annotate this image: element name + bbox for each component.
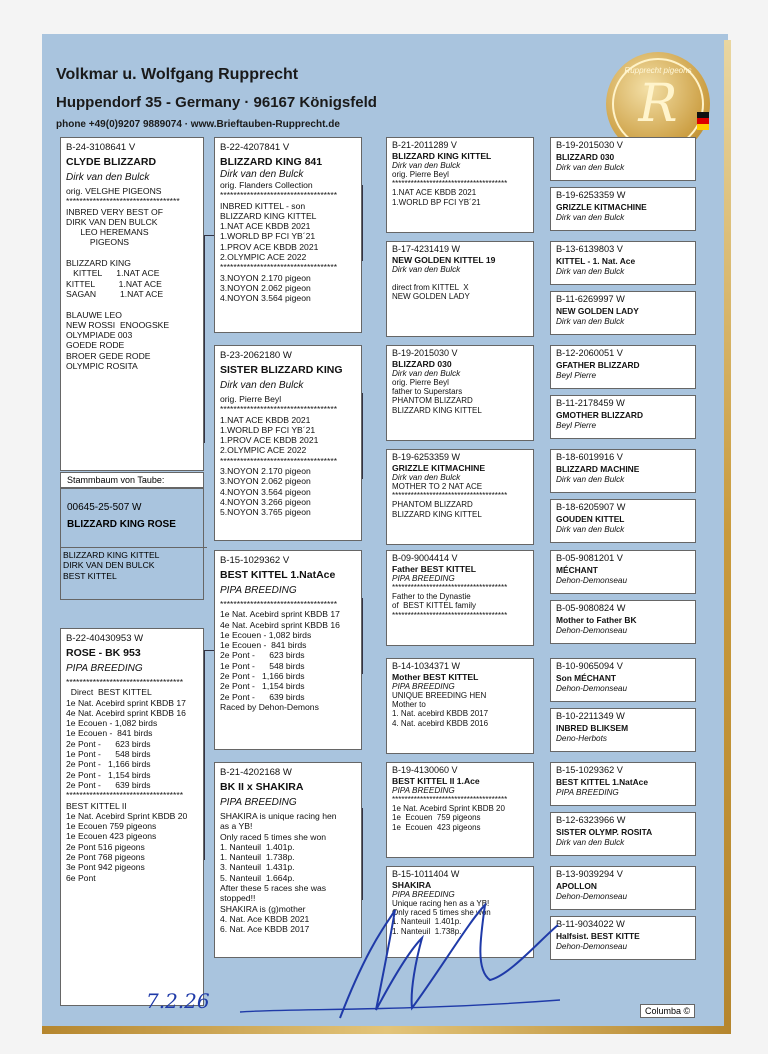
great-great-grandparent-box <box>550 762 696 806</box>
note-line: After these 5 races she was <box>220 883 327 894</box>
gp2-notes <box>220 394 356 518</box>
ggp-name: BEST KITTEL II 1.Ace <box>392 776 480 786</box>
note-line: *********************************** <box>220 262 338 273</box>
note-line: BROER GEDE RODE <box>66 350 151 361</box>
connector-line <box>204 235 205 443</box>
note-line: INBRED VERY BEST OF <box>66 206 163 217</box>
ggp-ring: B-09-9004414 V <box>392 553 458 563</box>
ggp-note-line: 1e Ecouen 759 pigeons <box>392 813 481 823</box>
mother-breeder: PIPA BREEDING <box>66 663 143 674</box>
ggp-ring: B-14-1034371 W <box>392 661 461 671</box>
gp1-name: BLIZZARD KING 841 <box>220 156 323 168</box>
great-great-grandparent-box <box>550 658 696 702</box>
ggp-note-line: UNIQUE BREEDING HEN <box>392 691 487 700</box>
ggp-note-line: NEW GOLDEN LADY <box>392 292 470 302</box>
great-great-grandparent-box <box>550 916 696 960</box>
breeder-name: Volkmar u. Wolfgang Rupprecht <box>56 66 299 83</box>
gggp-ring: B-12-2060051 V <box>556 348 623 358</box>
note-line: 2e Pont 516 pigeons <box>66 841 145 852</box>
gggp-name: Mother to Father BK <box>556 615 637 625</box>
note-line: SHAKIRA is unique racing hen <box>220 811 337 821</box>
note-line: 3. Nanteuil 1.431p. <box>220 862 295 873</box>
gggp-name: GOUDEN KITTEL <box>556 514 625 524</box>
gggp-name: BEST KITTEL 1.NatAce <box>556 777 648 787</box>
handwritten-signature <box>140 880 560 1030</box>
note-line: 2e Pont - 1,154 birds <box>220 681 305 692</box>
great-great-grandparent-box <box>550 187 696 231</box>
gp1-breeder: Dirk van den Bulck <box>220 169 304 180</box>
great-grandparent-box <box>386 345 534 441</box>
note-line: 1. Nanteuil 1.401p. <box>220 841 295 852</box>
gggp-ring: B-12-6323966 W <box>556 815 626 825</box>
subject-box <box>60 488 204 600</box>
ggp-ring: B-15-1011404 W <box>392 869 460 879</box>
ggp-breeder: Dirk van den Bulck <box>392 161 461 170</box>
connector-line <box>362 598 363 674</box>
ggp-note-line: ************************************* <box>392 491 508 501</box>
note-line: *********************************** <box>220 404 338 415</box>
note-line: 1e Nat. Acebird sprint KBDB 17 <box>66 697 186 708</box>
gp2-ring: B-23-2062180 W <box>220 350 292 361</box>
great-great-grandparent-box <box>550 449 696 493</box>
gggp-name: GRIZZLE KITMACHINE <box>556 202 647 212</box>
connector-line <box>362 185 363 261</box>
gggp-ring: B-13-6139803 V <box>556 244 623 254</box>
breeder-contact: phone +49(0)9207 9889074 · www.Brieftauben-Rupprecht.de <box>56 119 340 130</box>
note-line: 4e Nat. Acebird sprint KBDB 16 <box>220 619 340 630</box>
subject-ring: 00645-25-507 W <box>67 502 142 513</box>
father-notes <box>66 186 198 371</box>
ggp-breeder: PIPA BREEDING <box>392 574 455 583</box>
note-line: 6. Nat. Ace KBDB 2017 <box>220 924 310 935</box>
note-line: BLAUWE LEO <box>66 309 122 320</box>
ggp-note-line: 1.WORLD BP FCI YB´21 <box>392 197 481 207</box>
subject-notes <box>61 547 207 581</box>
note-line: *********************************** <box>220 190 338 201</box>
ggp-note-line: ************************************* <box>392 610 508 620</box>
note-line: NEW ROSSI ENOOGSKE <box>66 319 170 330</box>
note-line: 1.NAT ACE KBDB 2021 <box>220 221 311 232</box>
gggp-ring: B-05-9080824 W <box>556 603 626 613</box>
note-line: 1e Ecouen 759 pigeons <box>66 821 157 832</box>
note-line: Direct BEST KITTEL <box>66 687 152 698</box>
grandparent-box <box>214 137 362 333</box>
ggp-ring: B-21-2011289 V <box>392 140 457 150</box>
note-line: 1.NAT ACE KBDB 2021 <box>220 414 311 425</box>
gggp-breeder: Dehon-Demonseau <box>556 576 628 585</box>
note-line: Raced by Dehon-Demons <box>220 701 319 712</box>
mother-name: ROSE - BK 953 <box>66 647 141 659</box>
great-great-grandparent-box <box>550 345 696 389</box>
gp4-name: BK II x SHAKIRA <box>220 781 304 793</box>
ggp-breeder: Dirk van den Bulck <box>392 369 461 378</box>
gp3-notes <box>220 599 356 712</box>
note-line: BLIZZARD KING KITTEL <box>220 210 317 221</box>
grandparent-box <box>214 550 362 750</box>
gggp-breeder: Dirk van den Bulck <box>556 267 625 276</box>
connector-line <box>204 650 214 651</box>
note-line: 3.NOYON 2.062 pigeon <box>220 476 311 487</box>
note-line: 3e Pont 942 pigeons <box>66 862 145 873</box>
note-line: 2e Pont - 1,154 birds <box>66 769 151 780</box>
columba-credit: Columba © <box>640 1004 695 1018</box>
gggp-ring: B-19-6253359 W <box>556 190 626 200</box>
breeder-address: Huppendorf 35 - Germany · 96167 Königsfeld <box>56 94 377 111</box>
note-line: 2e Pont - 639 birds <box>66 779 151 790</box>
gp2-breeder: Dirk van den Bulck <box>220 380 304 391</box>
ggp-breeder: Dirk van den Bulck <box>392 473 461 482</box>
note-line: 4.NOYON 3.564 pigeon <box>220 293 311 304</box>
logo-text: Rupprecht pigeons <box>624 66 692 75</box>
ggp-note-line: Mother to <box>392 700 426 710</box>
gggp-breeder: Dirk van den Bulck <box>556 317 625 326</box>
ggp-note-line: Father to the Dynastie <box>392 592 471 602</box>
note-line: DIRK VAN DEN BULCK <box>66 216 158 227</box>
gp3-breeder: PIPA BREEDING <box>220 585 297 596</box>
pedigree-label: Stammbaum von Taube: <box>60 472 204 488</box>
note-line: 1e Pont - 548 birds <box>220 660 305 671</box>
ggp-note-line: PHANTOM BLIZZARD <box>392 396 473 406</box>
ggp-breeder: PIPA BREEDING <box>392 890 455 899</box>
note-line: KITTEL 1.NAT ACE <box>66 268 160 279</box>
ggp-note-line: 1. Nanteuil 1.738p. <box>392 926 462 936</box>
note-line: DIRK VAN DEN BULCK <box>63 560 155 571</box>
great-great-grandparent-box <box>550 866 696 910</box>
gp1-ring: B-22-4207841 V <box>220 142 290 153</box>
gggp-ring: B-18-6205907 W <box>556 502 626 512</box>
ggp-ring: B-19-6253359 W <box>392 452 461 462</box>
note-line: KITTEL 1.NAT ACE <box>66 278 162 289</box>
note-line: 1. Nanteuil 1.738p. <box>220 852 295 863</box>
gggp-ring: B-19-2015030 V <box>556 140 623 150</box>
note-line: orig. VELGHE PIGEONS <box>66 186 162 196</box>
father-breeder: Dirk van den Bulck <box>66 172 150 183</box>
great-grandparent-box <box>386 241 534 337</box>
ggp-note-line: Only raced 5 times she won <box>392 908 491 918</box>
gp3-name: BEST KITTEL 1.NatAce <box>220 569 336 581</box>
note-line: PIGEONS <box>66 237 130 248</box>
note-line: 1.WORLD BP FCI YB´21 <box>220 424 316 435</box>
note-line: 3.NOYON 2.170 pigeon <box>220 466 311 477</box>
ggp-ring: B-19-2015030 V <box>392 348 458 358</box>
gggp-ring: B-10-2211349 W <box>556 711 625 721</box>
great-great-grandparent-box <box>550 600 696 644</box>
ggp-note-line: ************************************* <box>392 583 508 592</box>
note-line: SAGAN 1.NAT ACE <box>66 288 164 299</box>
gggp-breeder: Dirk van den Bulck <box>556 525 625 534</box>
grandparent-box <box>214 345 362 541</box>
gp2-name: SISTER BLIZZARD KING <box>220 364 343 376</box>
great-grandparent-box <box>386 550 534 646</box>
gggp-breeder: PIPA BREEDING <box>556 788 619 797</box>
note-line: 2e Pont - 623 birds <box>220 650 305 661</box>
ggp-note-line: orig. Pierre Beyl <box>392 170 449 179</box>
note-line: 4.NOYON 3.564 pigeon <box>220 486 311 497</box>
ggp-note-line: Unique racing hen as a YB! <box>392 899 490 908</box>
gggp-ring: B-11-2178459 W <box>556 398 625 408</box>
father-name: CLYDE BLIZZARD <box>66 156 157 168</box>
gggp-breeder: Beyl Pierre <box>556 421 597 430</box>
note-line: *********************************** <box>220 599 338 609</box>
note-line: as a YB! <box>220 821 253 832</box>
gggp-breeder: Dirk van den Bulck <box>556 213 625 222</box>
gggp-name: GFATHER BLIZZARD <box>556 360 640 370</box>
ggp-note-line: BLIZZARD KING KITTEL <box>392 405 482 415</box>
note-line: GOEDE RODE <box>66 340 125 351</box>
gp4-ring: B-21-4202168 W <box>220 767 292 778</box>
gggp-breeder: Dirk van den Bulck <box>556 163 625 172</box>
ggp-note-line: 1. Nat. acebird KBDB 2017 <box>392 709 489 719</box>
ggp-name: GRIZZLE KITMACHINE <box>392 463 486 473</box>
note-line: 2.OLYMPIC ACE 2022 <box>220 445 307 456</box>
note-line: Only raced 5 times she won <box>220 831 327 842</box>
note-line: ********************************** <box>66 196 180 207</box>
ggp-note-line: ************************************* <box>392 795 508 804</box>
gggp-name: GMOTHER BLIZZARD <box>556 410 643 420</box>
ggp-note-line: 1. Nanteuil 1.401p. <box>392 917 462 927</box>
gp3-ring: B-15-1029362 V <box>220 555 290 566</box>
ggp-note-line: 1e Nat. Acebird Sprint KBDB 20 <box>392 804 505 814</box>
note-line: 2e Pont 768 pigeons <box>66 852 145 863</box>
ggp-name: BLIZZARD 030 <box>392 359 452 369</box>
subject-name: BLIZZARD KING ROSE <box>67 519 176 530</box>
note-line: 1e Ecouen - 1,082 birds <box>220 629 312 640</box>
great-great-grandparent-box <box>550 550 696 594</box>
note-line: stopped!! <box>220 893 256 904</box>
note-line: 6e Pont <box>66 872 96 883</box>
gggp-name: KITTEL - 1. Nat. Ace <box>556 256 636 266</box>
note-line: SHAKIRA is (g)mother <box>220 903 306 914</box>
note-line: 1.WORLD BP FCI YB´21 <box>220 231 316 242</box>
gggp-ring: B-11-9034022 W <box>556 919 625 929</box>
ggp-note-line: 1e Ecouen 423 pigeons <box>392 822 481 832</box>
great-great-grandparent-box <box>550 499 696 543</box>
note-line: 2e Pont - 1,166 birds <box>66 759 151 770</box>
great-grandparent-box <box>386 137 534 233</box>
note-line: 1.PROV ACE KBDB 2021 <box>220 241 319 252</box>
gggp-breeder: Deno-Herbots <box>556 734 607 743</box>
gggp-ring: B-15-1029362 V <box>556 765 623 775</box>
gggp-ring: B-13-9039294 V <box>556 869 623 879</box>
note-line: 4.NOYON 3.266 pigeon <box>220 496 311 507</box>
gggp-breeder: Dehon-Demonseau <box>556 684 628 693</box>
ggp-note-line: 1.NAT ACE KBDB 2021 <box>392 188 477 198</box>
note-line: *********************************** <box>66 677 184 687</box>
note-line: LEO HEREMANS <box>66 227 149 238</box>
note-line: BLIZZARD KING <box>66 258 131 269</box>
note-line: 1e Nat. Acebird sprint KBDB 17 <box>220 609 340 620</box>
gggp-breeder: Dehon-Demonseau <box>556 892 628 901</box>
signature-date: 7.2.26 <box>146 989 210 1013</box>
gold-frame-right <box>724 40 731 1030</box>
note-line <box>66 248 198 258</box>
ggp-breeder: PIPA BREEDING <box>392 786 455 795</box>
ggp-breeder: Dirk van den Bulck <box>392 265 461 274</box>
connector-line <box>204 650 205 860</box>
note-line: INBRED KITTEL - son <box>220 200 306 211</box>
ggp-note-line: MOTHER TO 2 NAT ACE <box>392 482 483 491</box>
great-grandparent-box <box>386 658 534 754</box>
gggp-breeder: Dirk van den Bulck <box>556 475 625 484</box>
germany-flag-icon <box>697 112 709 130</box>
note-line: 1e Pont - 548 birds <box>66 749 151 760</box>
note-line: 1e Ecouen - 1,082 birds <box>66 718 158 729</box>
note-line: 2e Pont - 623 birds <box>66 738 151 749</box>
ggp-note-line: of BEST KITTEL family <box>392 601 477 611</box>
gggp-ring: B-05-9081201 V <box>556 553 623 563</box>
note-line: BLIZZARD KING KITTEL <box>63 550 160 560</box>
gggp-name: APOLLON <box>556 881 597 891</box>
note-line: 3.NOYON 2.062 pigeon <box>220 282 311 293</box>
note-line: 1e Ecouen - 841 birds <box>66 728 153 739</box>
note-line: OLYMPIADE 003 <box>66 330 133 341</box>
note-line: *********************************** <box>66 790 184 801</box>
gp1-notes <box>220 180 356 304</box>
father-box <box>60 137 204 471</box>
great-great-grandparent-box <box>550 708 696 752</box>
ggp-note-line: father to Superstars <box>392 387 463 397</box>
gggp-name: MÉCHANT <box>556 565 598 575</box>
connector-line <box>204 235 214 236</box>
ggp-note-line: orig. Pierre Beyl <box>392 378 449 387</box>
ggp-name: Father BEST KITTEL <box>392 564 477 574</box>
note-line: 4. Nat. Ace KBDB 2021 <box>220 913 310 924</box>
ggp-ring: B-17-4231419 W <box>392 244 461 254</box>
ggp-name: Mother BEST KITTEL <box>392 672 479 682</box>
note-line: 2.OLYMPIC ACE 2022 <box>220 252 307 263</box>
father-ring: B-24-3108641 V <box>66 142 136 153</box>
gggp-name: NEW GOLDEN LADY <box>556 306 639 316</box>
great-great-grandparent-box <box>550 241 696 285</box>
gggp-breeder: Dirk van den Bulck <box>556 838 625 847</box>
ggp-note-line: direct from KITTEL X <box>392 283 469 293</box>
ggp-name: SHAKIRA <box>392 880 432 890</box>
great-great-grandparent-box <box>550 291 696 335</box>
great-great-grandparent-box <box>550 812 696 856</box>
ggp-breeder: PIPA BREEDING <box>392 682 455 691</box>
logo-letter: R <box>638 74 678 134</box>
great-grandparent-box <box>386 762 534 858</box>
gggp-name: Son MÉCHANT <box>556 673 617 683</box>
note-line: 2e Pont - 639 birds <box>220 691 305 702</box>
gggp-breeder: Dehon-Demonseau <box>556 942 628 951</box>
ggp-name: NEW GOLDEN KITTEL 19 <box>392 255 496 265</box>
mother-notes <box>66 677 198 883</box>
ggp-note-line: PHANTOM BLIZZARD <box>392 500 473 510</box>
note-line: 1.PROV ACE KBDB 2021 <box>220 435 319 446</box>
note-line: BEST KITTEL <box>63 570 117 581</box>
note-line: 4e Nat. Acebird sprint KBDB 16 <box>66 707 186 718</box>
note-line: 5. Nanteuil 1.664p. <box>220 872 295 883</box>
gggp-name: BLIZZARD 030 <box>556 152 615 162</box>
gggp-ring: B-18-6019916 V <box>556 452 623 462</box>
great-grandparent-box <box>386 449 534 545</box>
connector-line <box>362 393 363 479</box>
note-line: 1e Nat. Acebird Sprint KBDB 20 <box>66 810 188 821</box>
note-line: OLYMPIC ROSITA <box>66 361 138 372</box>
note-line: *********************************** <box>220 455 338 466</box>
gggp-name: Halfsist. BEST KITTE <box>556 931 640 941</box>
note-line: 1e Ecouen - 841 birds <box>220 640 307 651</box>
gggp-ring: B-10-9065094 V <box>556 661 623 671</box>
ggp-note-line <box>392 274 528 283</box>
note-line: orig. Flanders Collection <box>220 180 313 190</box>
note-line: orig. Pierre Beyl <box>220 394 282 404</box>
note-line: 2e Pont - 1,166 birds <box>220 671 305 682</box>
mother-ring: B-22-40430953 W <box>66 633 144 644</box>
ggp-ring: B-19-4130060 V <box>392 765 458 775</box>
ggp-note-line: ************************************* <box>392 179 508 189</box>
note-line <box>66 299 198 309</box>
gp4-breeder: PIPA BREEDING <box>220 797 297 808</box>
ggp-note-line: BLIZZARD KING KITTEL <box>392 509 482 519</box>
gggp-breeder: Dehon-Demonseau <box>556 626 628 635</box>
ggp-name: BLIZZARD KING KITTEL <box>392 151 492 161</box>
note-line: 3.NOYON 2.170 pigeon <box>220 272 311 283</box>
note-line: 1e Ecouen 423 pigeons <box>66 831 157 842</box>
ggp-note-line: 4. Nat. acebird KBDB 2016 <box>392 718 489 728</box>
great-great-grandparent-box <box>550 395 696 439</box>
gggp-ring: B-11-6269997 W <box>556 294 625 304</box>
gggp-name: INBRED BLIKSEM <box>556 723 629 733</box>
note-line: BEST KITTEL II <box>66 800 127 811</box>
gggp-name: BLIZZARD MACHINE <box>556 464 640 474</box>
gggp-breeder: Beyl Pierre <box>556 371 597 380</box>
gggp-name: SISTER OLYMP. ROSITA <box>556 827 653 837</box>
note-line: 5.NOYON 3.765 pigeon <box>220 507 311 518</box>
great-great-grandparent-box <box>550 137 696 181</box>
